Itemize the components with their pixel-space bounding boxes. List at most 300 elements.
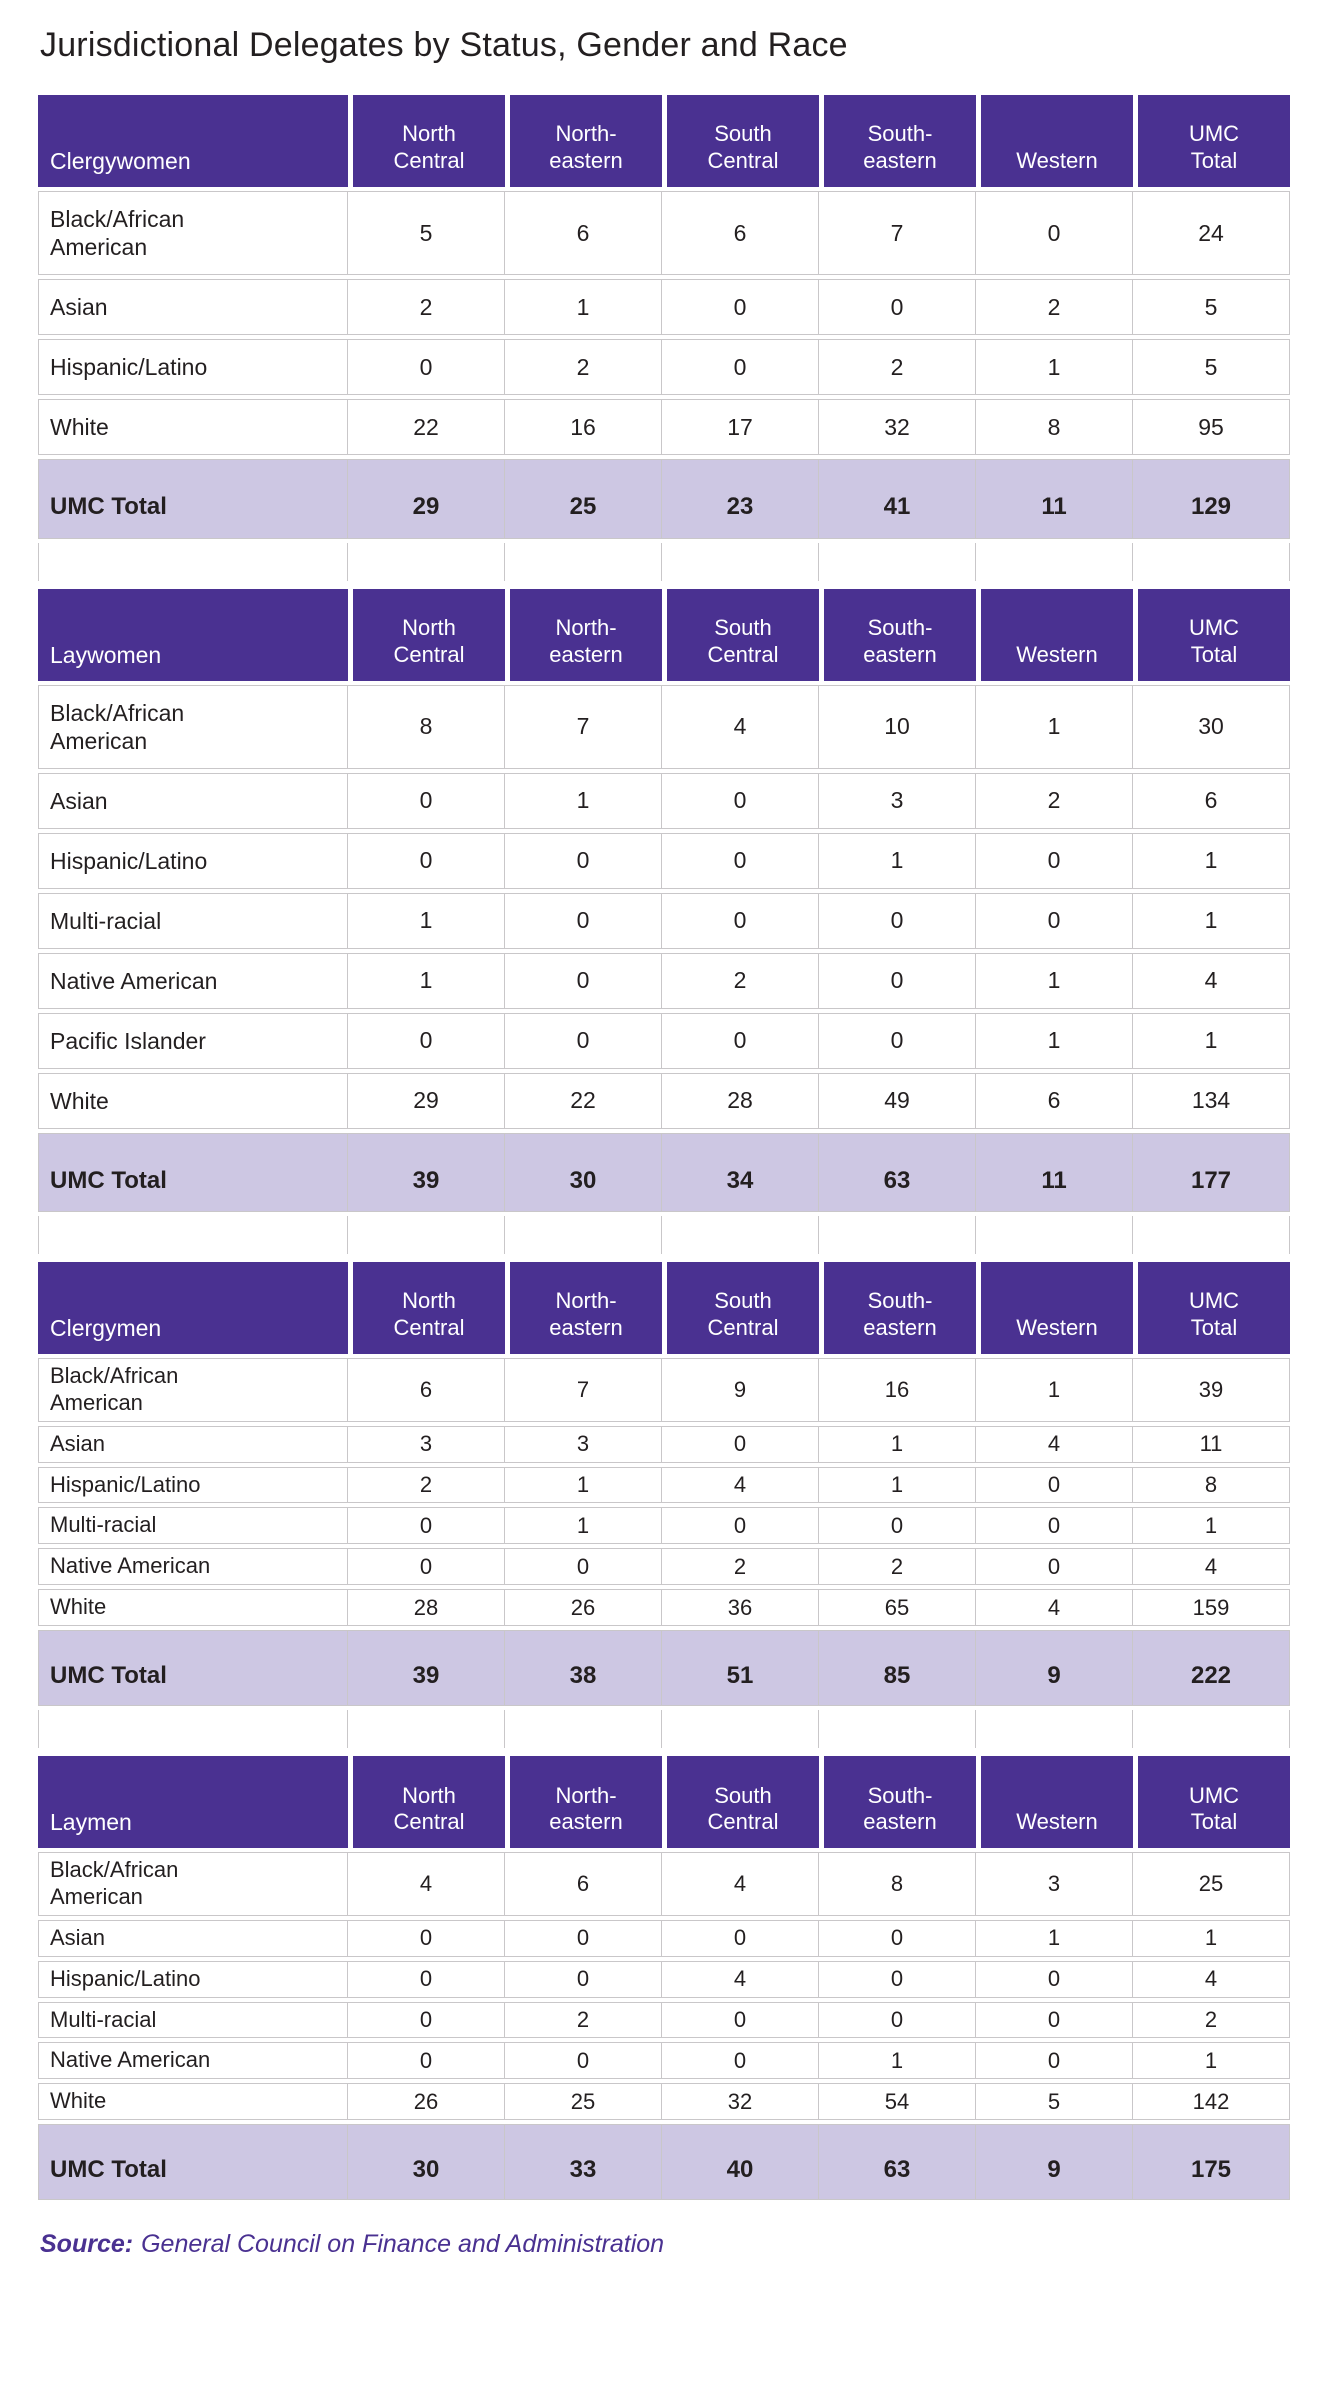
race-label-cell: [38, 279, 348, 335]
table-gap-row: [38, 1710, 1290, 1748]
column-header-label: South Central: [707, 614, 779, 667]
race-label-cell: [38, 2083, 348, 2120]
value-cell: 1: [1133, 1013, 1290, 1069]
table-row-white: [38, 399, 1290, 455]
column-header-south-central: [662, 95, 819, 187]
column-header-north-eastern: [505, 1756, 662, 1848]
table-row-hispanic-latino: [38, 833, 1290, 889]
value-cell: 7: [505, 685, 662, 769]
value-cell: 3: [348, 1426, 505, 1463]
column-header-label: Western: [1016, 148, 1098, 174]
value-cell: 159: [1133, 1589, 1290, 1626]
race-label: Asian: [50, 1924, 106, 1950]
value-cell: 1: [348, 953, 505, 1009]
value-cell: 3: [976, 1852, 1133, 1916]
value-cell: 0: [662, 833, 819, 889]
column-header-umc-total: [1133, 1756, 1290, 1848]
group-header-clergymen: Clergymen: [38, 1262, 348, 1354]
value-cell: 4: [662, 1961, 819, 1998]
race-label: Multi-racial: [50, 1512, 157, 1538]
value-cell: 26: [348, 2083, 505, 2120]
value-cell: 95: [1133, 399, 1290, 455]
table-gap-row: [38, 1216, 1290, 1254]
gap-cell: [348, 1710, 505, 1748]
column-header-label: Western: [1016, 641, 1098, 667]
value-cell: 0: [348, 1548, 505, 1585]
table-row-black-african-american: [38, 685, 1290, 769]
race-label-cell: [38, 833, 348, 889]
value-cell: 30: [1133, 685, 1290, 769]
value-cell: 1: [976, 685, 1133, 769]
table-row-pacific-islander: [38, 1013, 1290, 1069]
umc-total-value-cell: 30: [348, 2124, 505, 2200]
race-label: Black/African American: [50, 1857, 179, 1910]
value-cell: 0: [662, 1013, 819, 1069]
column-header-label: South Central: [707, 1288, 779, 1341]
column-header-north-eastern: [505, 1262, 662, 1354]
column-header-label: North-eastern: [549, 121, 623, 174]
value-cell: 3: [505, 1426, 662, 1463]
value-cell: 1: [819, 1467, 976, 1504]
value-cell: 32: [819, 399, 976, 455]
value-cell: 0: [662, 893, 819, 949]
value-cell: 0: [348, 2002, 505, 2039]
column-header-label: South Central: [707, 1782, 779, 1835]
value-cell: 4: [348, 1852, 505, 1916]
value-cell: 0: [348, 2042, 505, 2079]
gap-cell: [505, 1216, 662, 1254]
value-cell: 2: [505, 339, 662, 395]
gap-cell: [662, 543, 819, 581]
value-cell: 0: [505, 1013, 662, 1069]
umc-total-value-cell: 40: [662, 2124, 819, 2200]
column-header-label: UMC Total: [1188, 614, 1240, 667]
value-cell: 0: [976, 2002, 1133, 2039]
value-cell: 134: [1133, 1073, 1290, 1129]
value-cell: 4: [976, 1589, 1133, 1626]
umc-total-value-cell: 222: [1133, 1630, 1290, 1706]
value-cell: 16: [505, 399, 662, 455]
value-cell: 65: [819, 1589, 976, 1626]
race-label: Asian: [50, 1430, 106, 1456]
value-cell: 0: [976, 1507, 1133, 1544]
value-cell: 2: [662, 953, 819, 1009]
column-header-label: Western: [1016, 1315, 1098, 1341]
value-cell: 0: [662, 1426, 819, 1463]
page-title: Jurisdictional Delegates by Status, Gender and Race: [40, 26, 848, 64]
table-row-asian: [38, 1426, 1290, 1463]
value-cell: 8: [1133, 1467, 1290, 1504]
umc-total-value-cell: 38: [505, 1630, 662, 1706]
value-cell: 1: [976, 339, 1133, 395]
column-header-label: UMC Total: [1188, 121, 1240, 174]
table-row-native-american: [38, 953, 1290, 1009]
value-cell: 5: [1133, 339, 1290, 395]
value-cell: 0: [976, 191, 1133, 275]
value-cell: 9: [662, 1358, 819, 1422]
race-label: White: [50, 2088, 107, 2114]
value-cell: 0: [348, 1920, 505, 1957]
table-row-asian: [38, 773, 1290, 829]
value-cell: 142: [1133, 2083, 1290, 2120]
gap-cell: [1133, 543, 1290, 581]
umc-total-value-cell: 85: [819, 1630, 976, 1706]
gap-cell: [505, 543, 662, 581]
table-row-native-american: [38, 1548, 1290, 1585]
value-cell: 2: [348, 1467, 505, 1504]
umc-total-value-cell: 29: [348, 459, 505, 538]
table-row-multi-racial: [38, 1507, 1290, 1544]
umc-total-row: [38, 459, 1290, 538]
column-header-umc-total: [1133, 95, 1290, 187]
value-cell: 1: [505, 1467, 662, 1504]
value-cell: 0: [976, 1961, 1133, 1998]
table-header-row: [38, 1756, 1290, 1848]
gap-cell: [819, 1216, 976, 1254]
table-row-black-african-american: [38, 1852, 1290, 1916]
report-page: [38, 26, 1289, 2259]
value-cell: 2: [976, 773, 1133, 829]
gap-cell: [662, 1216, 819, 1254]
column-header-north-eastern: [505, 95, 662, 187]
value-cell: 0: [819, 1920, 976, 1957]
value-cell: 0: [976, 893, 1133, 949]
value-cell: 1: [819, 2042, 976, 2079]
gap-cell: [819, 543, 976, 581]
value-cell: 4: [976, 1426, 1133, 1463]
value-cell: 2: [1133, 2002, 1290, 2039]
umc-total-value-cell: 41: [819, 459, 976, 538]
value-cell: 0: [976, 2042, 1133, 2079]
value-cell: 0: [819, 953, 976, 1009]
umc-total-label: UMC Total: [38, 459, 348, 538]
delegates-table-clergywomen: [38, 91, 1290, 585]
value-cell: 6: [662, 191, 819, 275]
race-label: Multi-racial: [50, 2006, 157, 2032]
value-cell: 28: [662, 1073, 819, 1129]
table-row-native-american: [38, 2042, 1290, 2079]
umc-total-label: UMC Total: [38, 2124, 348, 2200]
value-cell: 0: [976, 833, 1133, 889]
gap-cell: [819, 1710, 976, 1748]
value-cell: 11: [1133, 1426, 1290, 1463]
umc-total-row: [38, 1630, 1290, 1706]
value-cell: 1: [1133, 1507, 1290, 1544]
column-header-label: South-eastern: [863, 1288, 937, 1341]
value-cell: 6: [348, 1358, 505, 1422]
table-row-hispanic-latino: [38, 1961, 1290, 1998]
column-header-label: North Central: [393, 1782, 465, 1835]
value-cell: 0: [819, 279, 976, 335]
table-gap-row: [38, 543, 1290, 581]
umc-total-label: UMC Total: [38, 1133, 348, 1212]
value-cell: 24: [1133, 191, 1290, 275]
value-cell: 1: [976, 1920, 1133, 1957]
value-cell: 1: [976, 1358, 1133, 1422]
gap-cell: [976, 1216, 1133, 1254]
value-cell: 2: [819, 339, 976, 395]
value-cell: 49: [819, 1073, 976, 1129]
value-cell: 0: [505, 2042, 662, 2079]
value-cell: 0: [662, 339, 819, 395]
value-cell: 8: [819, 1852, 976, 1916]
value-cell: 0: [348, 773, 505, 829]
delegates-table-clergymen: [38, 1258, 1290, 1752]
table-row-asian: [38, 279, 1290, 335]
value-cell: 10: [819, 685, 976, 769]
value-cell: 0: [662, 1920, 819, 1957]
column-header-label: South-eastern: [863, 1782, 937, 1835]
umc-total-value-cell: 9: [976, 2124, 1133, 2200]
value-cell: 2: [819, 1548, 976, 1585]
value-cell: 3: [819, 773, 976, 829]
value-cell: 0: [505, 953, 662, 1009]
column-header-label: UMC Total: [1188, 1782, 1240, 1835]
race-label: Pacific Islander: [50, 1027, 206, 1054]
value-cell: 0: [662, 1507, 819, 1544]
value-cell: 7: [505, 1358, 662, 1422]
column-header-south-central: [662, 1262, 819, 1354]
value-cell: 7: [819, 191, 976, 275]
table-row-white: [38, 2083, 1290, 2120]
value-cell: 0: [819, 1507, 976, 1544]
column-header-label: North Central: [393, 614, 465, 667]
umc-total-value-cell: 11: [976, 1133, 1133, 1212]
value-cell: 22: [505, 1073, 662, 1129]
gap-cell: [976, 1710, 1133, 1748]
umc-total-value-cell: 175: [1133, 2124, 1290, 2200]
gap-cell: [662, 1710, 819, 1748]
race-label: Black/African American: [50, 206, 185, 261]
race-label-cell: [38, 1589, 348, 1626]
race-label-cell: [38, 1548, 348, 1585]
column-header-south-eastern: [819, 1262, 976, 1354]
value-cell: 0: [505, 1920, 662, 1957]
race-label: Native American: [50, 2047, 211, 2073]
source-label: Source:: [40, 2230, 134, 2259]
value-cell: 0: [348, 1013, 505, 1069]
group-header-laymen: Laymen: [38, 1756, 348, 1848]
value-cell: 4: [1133, 953, 1290, 1009]
value-cell: 2: [348, 279, 505, 335]
gap-cell: [1133, 1710, 1290, 1748]
column-header-north-eastern: [505, 589, 662, 681]
column-header-western: [976, 1262, 1133, 1354]
column-header-label: North-eastern: [549, 614, 623, 667]
value-cell: 0: [348, 1961, 505, 1998]
column-header-umc-total: [1133, 1262, 1290, 1354]
value-cell: 0: [819, 1961, 976, 1998]
value-cell: 0: [505, 893, 662, 949]
table-row-hispanic-latino: [38, 1467, 1290, 1504]
value-cell: 0: [819, 2002, 976, 2039]
race-label: Multi-racial: [50, 907, 162, 934]
umc-total-value-cell: 11: [976, 459, 1133, 538]
table-row-white: [38, 1073, 1290, 1129]
table-header-row: [38, 95, 1290, 187]
race-label-cell: [38, 1467, 348, 1504]
value-cell: 28: [348, 1589, 505, 1626]
column-header-label: UMC Total: [1188, 1288, 1240, 1341]
column-header-western: [976, 1756, 1133, 1848]
race-label-cell: [38, 1358, 348, 1422]
gap-cell: [1133, 1216, 1290, 1254]
gap-cell: [348, 1216, 505, 1254]
value-cell: 4: [662, 1467, 819, 1504]
umc-total-row: [38, 1133, 1290, 1212]
column-header-south-eastern: [819, 1756, 976, 1848]
value-cell: 25: [505, 2083, 662, 2120]
value-cell: 4: [1133, 1961, 1290, 1998]
umc-total-value-cell: 177: [1133, 1133, 1290, 1212]
value-cell: 16: [819, 1358, 976, 1422]
column-header-north-central: [348, 95, 505, 187]
value-cell: 1: [505, 773, 662, 829]
value-cell: 1: [976, 1013, 1133, 1069]
column-header-label: South-eastern: [863, 121, 937, 174]
value-cell: 6: [1133, 773, 1290, 829]
value-cell: 0: [819, 893, 976, 949]
value-cell: 1: [1133, 833, 1290, 889]
value-cell: 0: [662, 2042, 819, 2079]
table-header-row: [38, 589, 1290, 681]
value-cell: 36: [662, 1589, 819, 1626]
umc-total-label: UMC Total: [38, 1630, 348, 1706]
gap-cell: [505, 1710, 662, 1748]
umc-total-value-cell: 39: [348, 1630, 505, 1706]
race-label-cell: [38, 1013, 348, 1069]
value-cell: 5: [976, 2083, 1133, 2120]
column-header-label: North Central: [393, 1288, 465, 1341]
race-label: Asian: [50, 294, 108, 321]
value-cell: 1: [1133, 2042, 1290, 2079]
value-cell: 39: [1133, 1358, 1290, 1422]
race-label: Hispanic/Latino: [50, 1965, 201, 1991]
value-cell: 0: [348, 1507, 505, 1544]
table-row-asian: [38, 1920, 1290, 1957]
race-label-cell: [38, 1426, 348, 1463]
race-label-cell: [38, 1507, 348, 1544]
gap-cell: [38, 543, 348, 581]
race-label-cell: [38, 1920, 348, 1957]
race-label-cell: [38, 1852, 348, 1916]
value-cell: 4: [1133, 1548, 1290, 1585]
value-cell: 29: [348, 1073, 505, 1129]
value-cell: 25: [1133, 1852, 1290, 1916]
value-cell: 1: [1133, 893, 1290, 949]
gap-cell: [348, 543, 505, 581]
value-cell: 1: [819, 833, 976, 889]
column-header-south-central: [662, 589, 819, 681]
value-cell: 0: [976, 1467, 1133, 1504]
value-cell: 1: [348, 893, 505, 949]
column-header-label: Western: [1016, 1809, 1098, 1835]
race-label: White: [50, 1087, 109, 1114]
value-cell: 0: [662, 773, 819, 829]
table-row-multi-racial: [38, 893, 1290, 949]
race-label: Hispanic/Latino: [50, 1471, 201, 1497]
umc-total-value-cell: 25: [505, 459, 662, 538]
delegate-tables-section: [38, 91, 1289, 2204]
value-cell: 1: [1133, 1920, 1290, 1957]
value-cell: 0: [505, 1961, 662, 1998]
umc-total-value-cell: 63: [819, 1133, 976, 1212]
umc-total-value-cell: 34: [662, 1133, 819, 1212]
race-label: Black/African American: [50, 699, 185, 754]
value-cell: 6: [976, 1073, 1133, 1129]
umc-total-value-cell: 30: [505, 1133, 662, 1212]
column-header-south-central: [662, 1756, 819, 1848]
race-label-cell: [38, 893, 348, 949]
column-header-label: South-eastern: [863, 614, 937, 667]
value-cell: 22: [348, 399, 505, 455]
column-header-label: North Central: [393, 121, 465, 174]
column-header-label: North-eastern: [549, 1288, 623, 1341]
gap-cell: [38, 1216, 348, 1254]
value-cell: 0: [505, 1548, 662, 1585]
value-cell: 2: [505, 2002, 662, 2039]
table-row-hispanic-latino: [38, 339, 1290, 395]
race-label: Hispanic/Latino: [50, 847, 208, 874]
value-cell: 5: [348, 191, 505, 275]
umc-total-value-cell: 63: [819, 2124, 976, 2200]
column-header-label: North-eastern: [549, 1782, 623, 1835]
value-cell: 26: [505, 1589, 662, 1626]
table-header-row: [38, 1262, 1290, 1354]
column-header-umc-total: [1133, 589, 1290, 681]
value-cell: 2: [662, 1548, 819, 1585]
value-cell: 1: [976, 953, 1133, 1009]
umc-total-value-cell: 33: [505, 2124, 662, 2200]
table-row-black-african-american: [38, 1358, 1290, 1422]
value-cell: 0: [819, 1013, 976, 1069]
value-cell: 0: [976, 1548, 1133, 1585]
column-header-north-central: [348, 1262, 505, 1354]
delegates-table-laywomen: [38, 585, 1290, 1259]
race-label-cell: [38, 685, 348, 769]
race-label: Native American: [50, 1553, 211, 1579]
column-header-western: [976, 95, 1133, 187]
value-cell: 0: [348, 339, 505, 395]
value-cell: 8: [348, 685, 505, 769]
value-cell: 0: [348, 833, 505, 889]
value-cell: 8: [976, 399, 1133, 455]
umc-total-value-cell: 129: [1133, 459, 1290, 538]
table-row-black-african-american: [38, 191, 1290, 275]
race-label: Asian: [50, 787, 108, 814]
column-header-label: South Central: [707, 121, 779, 174]
race-label: Black/African American: [50, 1363, 179, 1415]
gap-cell: [38, 1710, 348, 1748]
race-label-cell: [38, 773, 348, 829]
race-label: White: [50, 1594, 107, 1620]
table-row-white: [38, 1589, 1290, 1626]
group-header-laywomen: Laywomen: [38, 589, 348, 681]
value-cell: 17: [662, 399, 819, 455]
column-header-south-eastern: [819, 95, 976, 187]
group-header-clergywomen: Clergywomen: [38, 95, 348, 187]
value-cell: 2: [976, 279, 1133, 335]
umc-total-value-cell: 23: [662, 459, 819, 538]
value-cell: 32: [662, 2083, 819, 2120]
value-cell: 1: [819, 1426, 976, 1463]
table-row-multi-racial: [38, 2002, 1290, 2039]
delegates-table-laymen: [38, 1752, 1290, 2204]
value-cell: 0: [662, 279, 819, 335]
umc-total-row: [38, 2124, 1290, 2200]
value-cell: 6: [505, 191, 662, 275]
race-label-cell: [38, 2002, 348, 2039]
